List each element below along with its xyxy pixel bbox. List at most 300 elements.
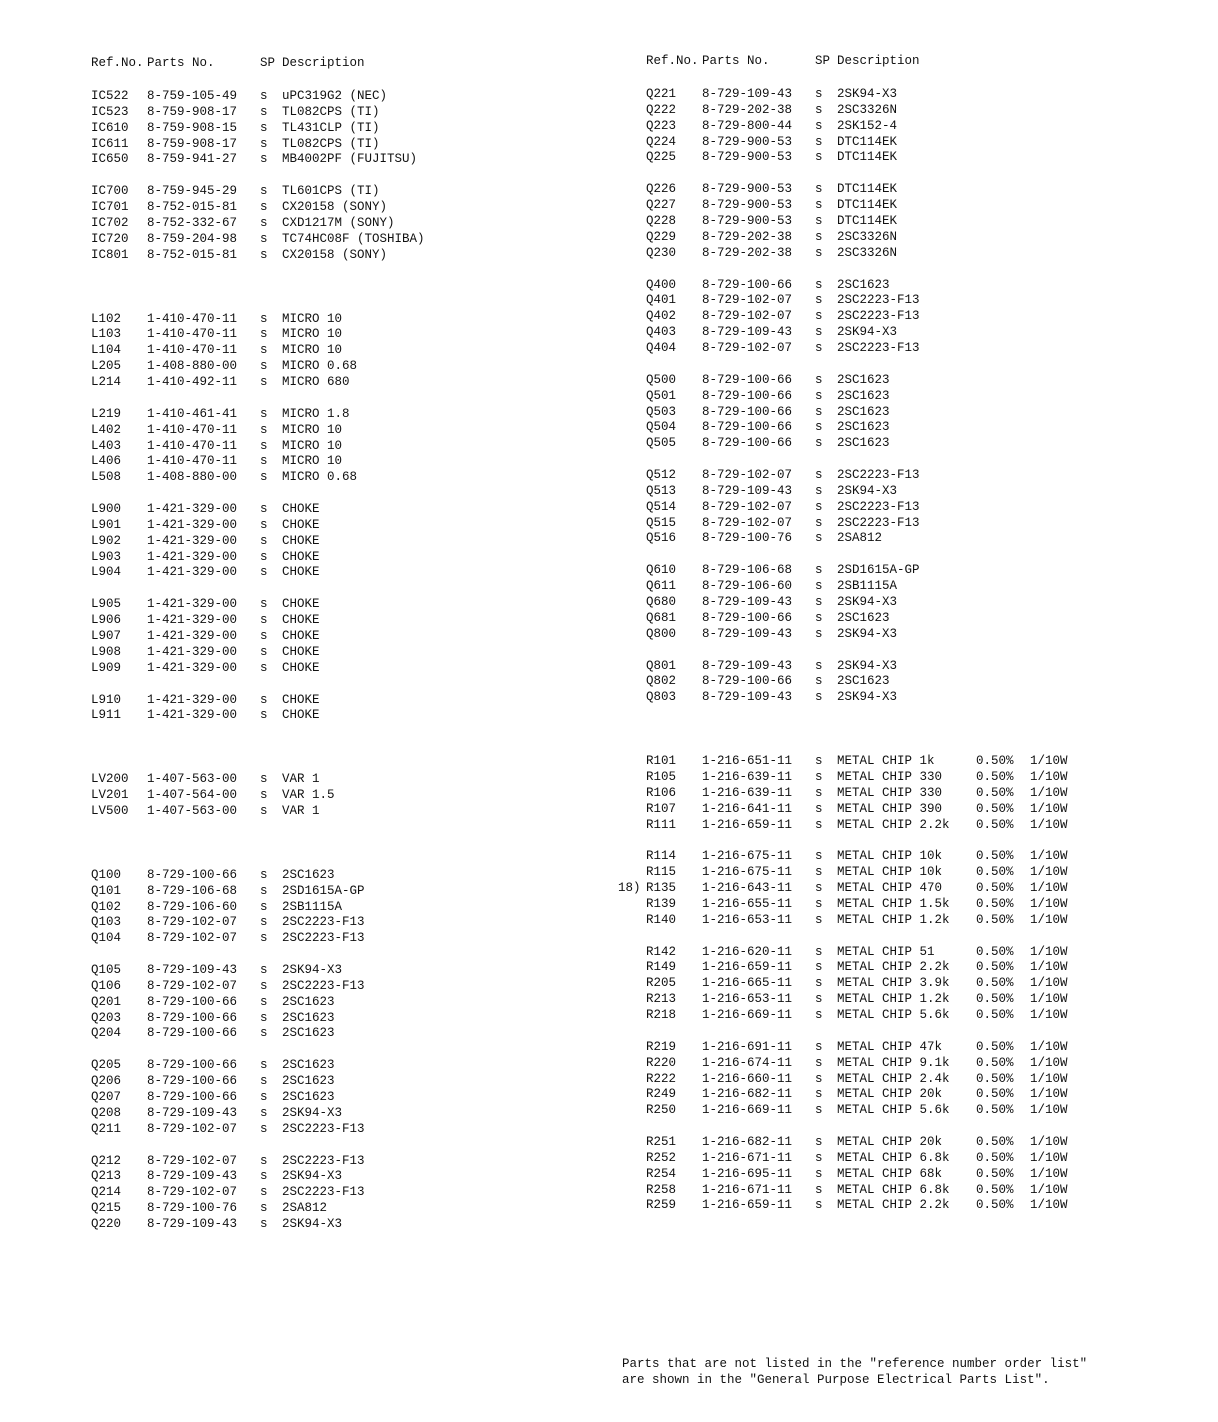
description: 2SD1615A-GP <box>837 563 920 578</box>
ref-no: Q207 <box>91 1090 122 1104</box>
ref-no: Q403 <box>646 325 677 340</box>
sp-flag: s <box>815 1087 823 1102</box>
sp-flag: s <box>815 420 823 435</box>
description: 2SC3326N <box>837 245 898 260</box>
parts-no: 8-729-100-66 <box>147 1058 238 1073</box>
description: 2SK94-X3 <box>282 1105 343 1120</box>
description: 2SC2223-F13 <box>837 515 920 530</box>
sp-flag: s <box>260 660 268 675</box>
sp-flag: s <box>815 87 823 101</box>
sp-flag: s <box>260 1010 268 1025</box>
parts-no: 8-729-109-43 <box>147 1216 238 1231</box>
description: METAL CHIP 330 <box>837 785 943 800</box>
parts-no: 8-729-102-07 <box>702 515 793 530</box>
ref-no: IC523 <box>91 104 129 119</box>
sp-flag: s <box>815 944 823 959</box>
sp-flag: s <box>815 690 823 705</box>
parts-no: 1-421-329-00 <box>147 629 238 643</box>
sp-flag: s <box>260 963 268 977</box>
parts-no: 1-216-659-11 <box>702 817 793 832</box>
description: 2SB1115A <box>282 899 343 914</box>
ref-no: Q512 <box>646 468 677 482</box>
ref-no: L403 <box>91 438 122 453</box>
parts-no: 8-729-100-66 <box>147 1074 238 1089</box>
description: CHOKE <box>282 708 320 723</box>
description: 2SC1623 <box>282 1010 335 1025</box>
description: TL082CPS (TI) <box>282 104 380 119</box>
parts-no: 8-729-102-07 <box>702 340 793 355</box>
sp-flag: s <box>260 549 268 564</box>
sp-flag: s <box>260 200 268 215</box>
ref-no: L907 <box>91 629 122 643</box>
ref-no: Q223 <box>646 118 677 133</box>
ref-no: Q203 <box>91 1010 122 1025</box>
sp-flag: s <box>815 1071 823 1086</box>
ref-no: Q611 <box>646 579 677 594</box>
parts-no: 1-410-470-11 <box>147 311 238 326</box>
description: 2SC1623 <box>282 1074 335 1089</box>
parts-no: 8-729-102-07 <box>702 309 793 324</box>
parts-no: 1-216-674-11 <box>702 1055 793 1070</box>
sp-flag: s <box>260 359 268 374</box>
ref-no: L909 <box>91 660 122 675</box>
sp-flag: s <box>260 311 268 326</box>
tolerance: 0.50% <box>976 1150 1014 1165</box>
sp-flag: s <box>260 533 268 548</box>
parts-no: 1-407-563-00 <box>147 803 238 818</box>
ref-no: IC701 <box>91 200 129 215</box>
ref-no: Q230 <box>646 245 677 260</box>
ref-no: Q681 <box>646 610 677 625</box>
ref-no: R140 <box>646 912 677 927</box>
sp-flag: s <box>260 597 268 612</box>
parts-no: 1-410-470-11 <box>147 438 238 453</box>
ref-no: R249 <box>646 1087 677 1102</box>
sp-flag: s <box>260 1153 268 1168</box>
parts-no: 1-421-329-00 <box>147 613 238 628</box>
ref-no: Q104 <box>91 931 122 946</box>
description: CHOKE <box>282 549 320 564</box>
ref-no: R101 <box>646 754 677 769</box>
parts-no: 8-729-102-07 <box>147 915 238 930</box>
parts-no: 1-421-329-00 <box>147 502 238 516</box>
parts-no: 8-759-941-27 <box>147 152 238 167</box>
ref-no: LV201 <box>91 788 129 803</box>
ref-no: Q514 <box>646 499 677 514</box>
description: CHOKE <box>282 502 320 516</box>
sp-flag: s <box>815 865 823 880</box>
parts-no: 8-729-100-66 <box>702 420 793 435</box>
sp-flag: s <box>260 915 268 930</box>
ref-no: Q211 <box>91 1121 122 1136</box>
ref-no: Q505 <box>646 436 677 451</box>
wattage: 1/10W <box>1030 1055 1068 1070</box>
description: METAL CHIP 10k <box>837 865 943 880</box>
parts-no: 8-759-105-49 <box>147 89 238 103</box>
sp-flag: s <box>260 899 268 914</box>
ref-no-header: Ref.No. <box>646 54 699 68</box>
ref-no: R115 <box>646 865 677 880</box>
wattage: 1/10W <box>1030 992 1068 1007</box>
parts-no: 8-729-109-43 <box>702 690 793 705</box>
sp-flag: s <box>815 960 823 975</box>
sp-flag: s <box>260 454 268 469</box>
description: 2SA812 <box>837 531 883 546</box>
sp-flag: s <box>815 1103 823 1118</box>
parts-no: 1-407-564-00 <box>147 788 238 803</box>
sp-flag: s <box>815 912 823 927</box>
parts-no: 1-410-470-11 <box>147 454 238 469</box>
description: MICRO 10 <box>282 422 343 437</box>
description: MB4002PF (FUJITSU) <box>282 152 418 167</box>
ref-no: IC700 <box>91 184 129 199</box>
description: TL601CPS (TI) <box>282 184 380 199</box>
ref-no: Q228 <box>646 213 677 228</box>
parts-no: 8-759-204-98 <box>147 231 238 246</box>
tolerance: 0.50% <box>976 1039 1014 1054</box>
sp-flag: s <box>815 754 823 769</box>
tolerance: 0.50% <box>976 896 1014 911</box>
description: MICRO 0.68 <box>282 359 358 374</box>
ref-no: L406 <box>91 454 122 469</box>
ref-no: Q402 <box>646 309 677 324</box>
description: 2SC1623 <box>282 994 335 1009</box>
wattage: 1/10W <box>1030 1166 1068 1181</box>
sp-flag: s <box>815 325 823 340</box>
ref-no: IC650 <box>91 152 129 167</box>
sp-flag: s <box>260 613 268 628</box>
tolerance: 0.50% <box>976 1103 1014 1118</box>
description: 2SA812 <box>282 1201 328 1215</box>
description: 2SC1623 <box>282 1090 335 1104</box>
sp-flag: s <box>815 388 823 403</box>
ref-no: Q515 <box>646 515 677 530</box>
parts-no: 8-729-109-43 <box>147 1169 238 1184</box>
ref-no: Q106 <box>91 978 122 993</box>
tolerance: 0.50% <box>976 785 1014 800</box>
wattage: 1/10W <box>1030 1198 1068 1213</box>
ref-no: R149 <box>646 960 677 975</box>
ref-no: IC610 <box>91 120 129 135</box>
ref-no: L906 <box>91 613 122 628</box>
description: METAL CHIP 330 <box>837 769 943 784</box>
parts-no: 8-729-202-38 <box>702 229 793 244</box>
description: uPC319G2 (NEC) <box>282 89 388 103</box>
sp-flag: s <box>815 595 823 609</box>
description: VAR 1.5 <box>282 788 335 803</box>
ref-no: Q401 <box>646 293 677 308</box>
parts-no: 8-729-900-53 <box>702 213 793 228</box>
description: 2SK94-X3 <box>837 595 898 609</box>
ref-no: R220 <box>646 1055 677 1070</box>
description: METAL CHIP 2.2k <box>837 960 950 975</box>
sp-header: SP <box>260 56 276 70</box>
ref-no: Q513 <box>646 483 677 498</box>
ref-no: R114 <box>646 849 677 864</box>
sp-flag: s <box>260 1026 268 1041</box>
ref-no: Q205 <box>91 1058 122 1073</box>
description: CHOKE <box>282 629 320 643</box>
description: 2SB1115A <box>837 579 898 594</box>
parts-no: 1-216-695-11 <box>702 1166 793 1181</box>
parts-no: 8-729-100-76 <box>702 531 793 546</box>
parts-no: 1-421-329-00 <box>147 533 238 548</box>
description: DTC114EK <box>837 182 898 197</box>
description: 2SC1623 <box>837 277 890 292</box>
ref-no: L103 <box>91 327 122 342</box>
description: 2SK94-X3 <box>837 626 898 641</box>
wattage: 1/10W <box>1030 1071 1068 1086</box>
ref-no: IC702 <box>91 215 129 230</box>
sp-flag: s <box>260 788 268 803</box>
sp-flag: s <box>260 978 268 993</box>
parts-no: 8-752-332-67 <box>147 215 238 230</box>
description: METAL CHIP 5.6k <box>837 1103 950 1118</box>
parts-no: 8-729-100-66 <box>702 277 793 292</box>
ref-no: Q208 <box>91 1105 122 1120</box>
sp-flag: s <box>815 102 823 117</box>
wattage: 1/10W <box>1030 769 1068 784</box>
ref-no: R252 <box>646 1150 677 1165</box>
wattage: 1/10W <box>1030 849 1068 864</box>
description: METAL CHIP 1.2k <box>837 992 950 1007</box>
ref-no: L901 <box>91 517 122 532</box>
sp-flag: s <box>260 184 268 199</box>
description-header: Description <box>837 54 920 68</box>
ref-no: L905 <box>91 597 122 612</box>
sp-flag: s <box>815 182 823 197</box>
ref-no: Q103 <box>91 915 122 930</box>
parts-no: 1-216-682-11 <box>702 1087 793 1102</box>
parts-no-header: Parts No. <box>702 54 770 68</box>
sp-flag: s <box>815 340 823 355</box>
parts-no: 1-216-671-11 <box>702 1182 793 1197</box>
description: MICRO 10 <box>282 311 343 326</box>
description: DTC114EK <box>837 213 898 228</box>
sp-flag: s <box>815 896 823 911</box>
sp-flag: s <box>815 134 823 149</box>
ref-no: R222 <box>646 1071 677 1086</box>
parts-no: 1-216-669-11 <box>702 1103 793 1118</box>
tolerance: 0.50% <box>976 976 1014 991</box>
parts-no: 8-729-106-68 <box>702 563 793 578</box>
sp-flag: s <box>260 438 268 453</box>
ref-no: Q212 <box>91 1153 122 1168</box>
tolerance: 0.50% <box>976 865 1014 880</box>
description: MICRO 10 <box>282 438 343 453</box>
ref-no: Q500 <box>646 372 677 387</box>
ref-no: Q802 <box>646 674 677 689</box>
description: MICRO 10 <box>282 343 343 358</box>
sp-flag: s <box>260 867 268 882</box>
ref-no: Q222 <box>646 102 677 117</box>
ref-no: R139 <box>646 896 677 911</box>
ref-no: Q801 <box>646 658 677 673</box>
sp-flag: s <box>815 515 823 530</box>
parts-no: 1-410-470-11 <box>147 422 238 437</box>
sp-flag: s <box>815 277 823 292</box>
ref-no: L104 <box>91 343 122 358</box>
sp-flag: s <box>815 436 823 451</box>
sp-flag: s <box>260 644 268 659</box>
ref-no: R105 <box>646 769 677 784</box>
sp-flag: s <box>260 517 268 532</box>
ref-no: L911 <box>91 708 122 723</box>
sp-flag: s <box>815 626 823 641</box>
description: 2SC2223-F13 <box>282 978 365 993</box>
ref-no: Q503 <box>646 404 677 419</box>
sp-flag: s <box>815 150 823 165</box>
tolerance: 0.50% <box>976 881 1014 895</box>
parts-no: 8-729-202-38 <box>702 102 793 117</box>
footnote-line-1: Parts that are not listed in the "reference number order list" <box>622 1357 1088 1371</box>
description: TL082CPS (TI) <box>282 136 380 151</box>
wattage: 1/10W <box>1030 1182 1068 1197</box>
ref-no: R142 <box>646 944 677 959</box>
sp-flag: s <box>260 470 268 485</box>
description: 2SC1623 <box>837 674 890 689</box>
parts-no-header: Parts No. <box>147 56 215 70</box>
wattage: 1/10W <box>1030 754 1068 769</box>
parts-no: 1-216-643-11 <box>702 881 793 895</box>
parts-no: 8-729-102-07 <box>702 468 793 482</box>
sp-flag: s <box>260 883 268 898</box>
sp-flag: s <box>815 531 823 546</box>
ref-no: L402 <box>91 422 122 437</box>
parts-no: 1-216-651-11 <box>702 754 793 769</box>
parts-no: 1-216-659-11 <box>702 1198 793 1213</box>
description: 2SK94-X3 <box>837 483 898 498</box>
ref-no: Q214 <box>91 1185 122 1200</box>
parts-no: 1-421-329-00 <box>147 597 238 612</box>
tolerance: 0.50% <box>976 912 1014 927</box>
sp-flag: s <box>260 104 268 119</box>
description: 2SK94-X3 <box>837 658 898 673</box>
wattage: 1/10W <box>1030 944 1068 959</box>
tolerance: 0.50% <box>976 1008 1014 1022</box>
parts-no: 8-729-106-68 <box>147 883 238 898</box>
description: METAL CHIP 2.4k <box>837 1071 950 1086</box>
sp-flag: s <box>815 1166 823 1181</box>
parts-no: 1-410-470-11 <box>147 343 238 358</box>
parts-no: 1-216-665-11 <box>702 976 793 991</box>
description: 2SC1623 <box>282 1058 335 1073</box>
parts-no: 8-759-908-17 <box>147 136 238 151</box>
description: 2SK94-X3 <box>282 963 343 977</box>
sp-flag: s <box>260 502 268 516</box>
sp-flag: s <box>815 563 823 578</box>
parts-no: 8-729-106-60 <box>147 899 238 914</box>
description: 2SC2223-F13 <box>282 1121 365 1136</box>
description: VAR 1 <box>282 772 320 787</box>
tolerance: 0.50% <box>976 754 1014 769</box>
description: METAL CHIP 2.2k <box>837 1198 950 1213</box>
description: CHOKE <box>282 613 320 628</box>
sp-flag: s <box>815 785 823 800</box>
description: VAR 1 <box>282 803 320 818</box>
ref-no: L910 <box>91 692 122 707</box>
parts-no: 1-216-620-11 <box>702 944 793 959</box>
description: METAL CHIP 1.2k <box>837 912 950 927</box>
sp-flag: s <box>260 215 268 230</box>
sp-flag: s <box>815 118 823 133</box>
description: 2SC1623 <box>837 404 890 419</box>
sp-flag: s <box>260 1201 268 1215</box>
description: 2SC2223-F13 <box>837 293 920 308</box>
description: 2SC1623 <box>837 388 890 403</box>
parts-no: 8-729-106-60 <box>702 579 793 594</box>
parts-no: 1-421-329-00 <box>147 565 238 580</box>
parts-no: 8-729-100-66 <box>702 610 793 625</box>
ref-no: R213 <box>646 992 677 1007</box>
tolerance: 0.50% <box>976 801 1014 816</box>
parts-no: 8-759-908-17 <box>147 104 238 119</box>
ref-no: Q221 <box>646 87 677 101</box>
parts-no: 1-421-329-00 <box>147 660 238 675</box>
description: 2SC2223-F13 <box>837 309 920 324</box>
ref-no: R254 <box>646 1166 677 1181</box>
description: METAL CHIP 1.5k <box>837 896 950 911</box>
tolerance: 0.50% <box>976 960 1014 975</box>
ref-no: L902 <box>91 533 122 548</box>
sp-flag: s <box>260 120 268 135</box>
parts-no: 8-729-100-66 <box>702 674 793 689</box>
tolerance: 0.50% <box>976 1071 1014 1086</box>
sp-flag: s <box>260 374 268 389</box>
ref-no: Q610 <box>646 563 677 578</box>
parts-no: 1-216-671-11 <box>702 1150 793 1165</box>
tolerance: 0.50% <box>976 849 1014 864</box>
sp-flag: s <box>815 849 823 864</box>
parts-no: 1-216-641-11 <box>702 801 793 816</box>
ref-no: Q105 <box>91 963 122 977</box>
wattage: 1/10W <box>1030 1103 1068 1118</box>
parts-no: 8-729-900-53 <box>702 134 793 149</box>
wattage: 1/10W <box>1030 1039 1068 1054</box>
tolerance: 0.50% <box>976 992 1014 1007</box>
ref-no: Q227 <box>646 198 677 213</box>
description: CHOKE <box>282 692 320 707</box>
ref-no-header: Ref.No. <box>91 56 144 70</box>
wattage: 1/10W <box>1030 896 1068 911</box>
parts-no: 8-729-102-07 <box>147 931 238 946</box>
sp-flag: s <box>260 136 268 151</box>
description-header: Description <box>282 56 365 70</box>
ref-no: Q400 <box>646 277 677 292</box>
ref-no: IC522 <box>91 89 129 103</box>
footnote-line-2: are shown in the "General Purpose Electrical Parts List". <box>622 1373 1050 1387</box>
ref-no: Q102 <box>91 899 122 914</box>
sp-flag: s <box>260 629 268 643</box>
parts-no: 8-729-109-43 <box>702 87 793 101</box>
ref-no: Q201 <box>91 994 122 1009</box>
sp-flag: s <box>260 565 268 580</box>
parts-no: 8-729-100-66 <box>702 404 793 419</box>
description: 2SC1623 <box>837 420 890 435</box>
ref-no: L904 <box>91 565 122 580</box>
parts-no: 8-729-109-43 <box>147 963 238 977</box>
parts-no: 8-729-102-07 <box>147 1185 238 1200</box>
parts-no: 8-729-100-76 <box>147 1201 238 1215</box>
description: METAL CHIP 68k <box>837 1166 943 1181</box>
parts-no: 1-216-682-11 <box>702 1135 793 1150</box>
sp-flag: s <box>815 881 823 895</box>
ref-no: L900 <box>91 502 122 516</box>
description: DTC114EK <box>837 150 898 165</box>
sp-flag: s <box>815 198 823 213</box>
ref-no: Q224 <box>646 134 677 149</box>
ref-no: Q220 <box>91 1216 122 1231</box>
